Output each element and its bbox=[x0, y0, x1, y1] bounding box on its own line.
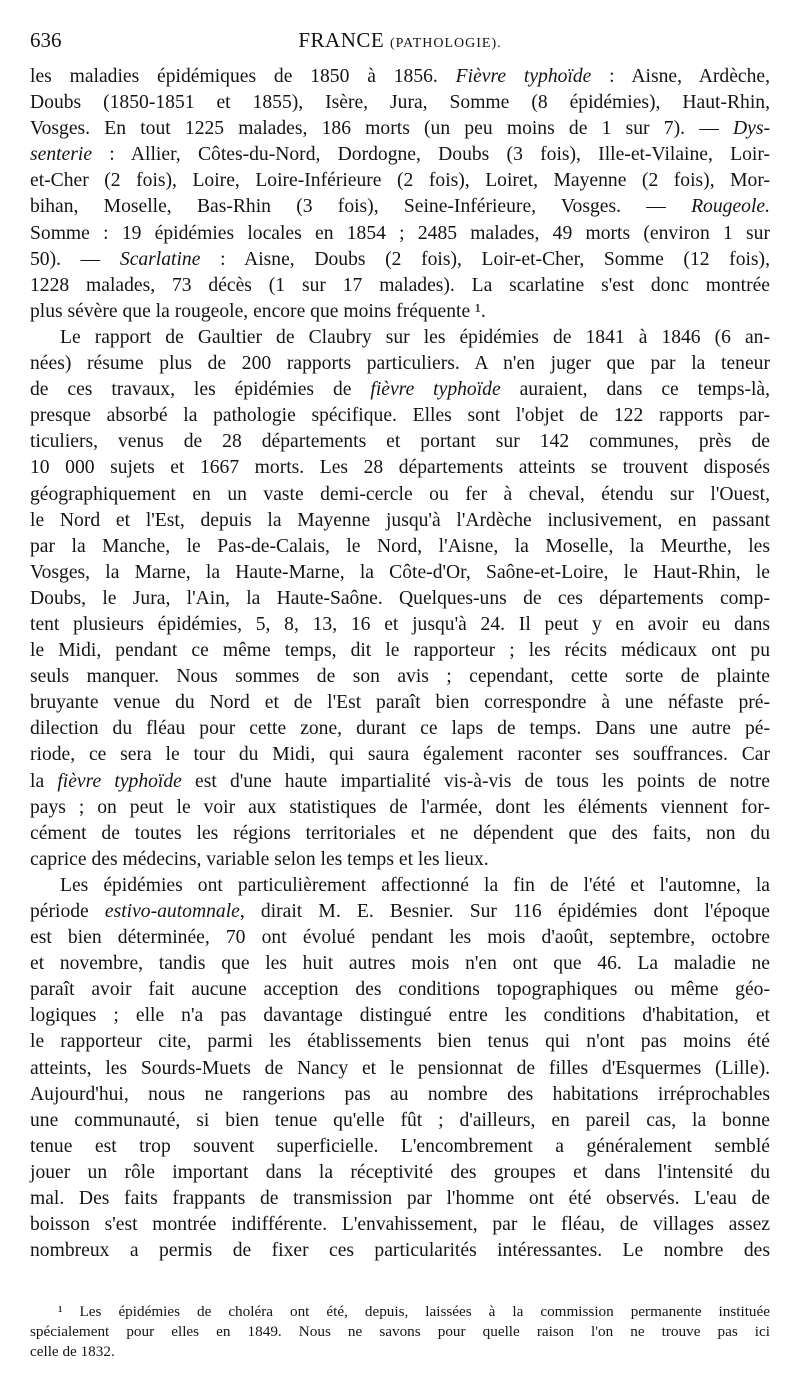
text-line-31: caprice des médecins, variable selon les temps et les lieux. bbox=[30, 848, 489, 870]
text-line-33: période estivo-automnale, dirait M. E. Besnier. Sur 116 épidémies dont l'époque bbox=[30, 901, 770, 922]
text-line-44: mal. Des faits frappants de transmission par l'homme ont été observés. L'eau de bbox=[30, 1188, 770, 1210]
footnote-line-3: celle de 1832. bbox=[30, 1343, 115, 1360]
footnote-line-2: spécialement pour elles en 1849. Nous ne savons pour quelle raison l'on ne trouve pas ici bbox=[30, 1323, 770, 1340]
text-line-21: Doubs, le Jura, l'Ain, la Haute-Saône. Quelques-uns de ces départements comp- bbox=[30, 587, 770, 609]
text-line-29: pays ; on peut le voir aux statistiques de l'armée, dont les éléments viennent for- bbox=[30, 796, 770, 818]
text-line-11: Le rapport de Gaultier de Claubry sur les épidémies de 1841 à 1846 (6 an- bbox=[60, 326, 770, 348]
text-line-20: Vosges, la Marne, la Haute-Marne, la Côte-d'Or, Saône-et-Loire, le Haut-Rhin, le bbox=[30, 561, 770, 583]
text-line-24: seuls manquer. Nous sommes de son avis ; cependant, cette sorte de plainte bbox=[30, 666, 770, 688]
text-line-39: atteints, les Sourds-Muets de Nancy et le pensionnat de filles d'Esquermes (Lille). bbox=[30, 1057, 770, 1079]
text-line-13: de ces travaux, les épidémies de fièvre typhoïde auraient, dans ce temps-là, bbox=[30, 379, 771, 401]
footnote-line-1: ¹ Les épidémies de choléra ont été, depuis, laissées à la commission permanente instituée bbox=[58, 1303, 770, 1320]
text-line-42: tenue est trop souvent superficielle. L'encombrement a généralement semblé bbox=[30, 1135, 770, 1157]
text-line-4: senterie : Allier, Côtes-du-Nord, Dordogne, Doubs (3 fois), Ille-et-Vilaine, Loir- bbox=[30, 144, 770, 166]
text-line-37: logiques ; elle n'a pas davantage distingué entre les conditions d'habitation, et bbox=[30, 1005, 770, 1027]
text-line-3: Vosges. En tout 1225 malades, 186 morts (un peu moins de 1 sur 7). — Dys- bbox=[30, 118, 770, 140]
footnotes bbox=[30, 1302, 770, 1362]
text-line-45: boisson s'est montrée indifférente. L'envahissement, par le fléau, de villages assez bbox=[30, 1214, 770, 1236]
text-line-23: le Midi, pendant ce même temps, dit le rapporteur ; les récits médicaux ont pu bbox=[30, 640, 770, 662]
text-line-30: cément de toutes les régions territoriales et ne dépendent que des faits, non du bbox=[30, 822, 770, 844]
text-line-28: la fièvre typhoïde est d'une haute impartialité vis-à-vis de tous les points de notre bbox=[30, 770, 770, 792]
text-line-43: jouer un rôle important dans la réceptivité des groupes et dans l'intensité du bbox=[30, 1161, 770, 1183]
text-line-15: ticuliers, venus de 28 départements et portant sur 142 communes, près de bbox=[30, 431, 770, 453]
text-line-36: paraît avoir fait aucune acception des conditions topographiques ou même géo- bbox=[30, 979, 770, 1001]
text-line-14: presque absorbé la pathologie spécifique. Elles sont l'objet de 122 rapports par- bbox=[30, 405, 770, 427]
text-line-27: riode, ce sera le tour du Midi, qui saura également raconter ses souffrances. Car bbox=[30, 744, 770, 766]
text-line-38: le rapporteur cite, parmi les établissements bien tenus qui n'ont pas moins été bbox=[30, 1031, 770, 1053]
text-line-16: 10 000 sujets et 1667 morts. Les 28 départements atteints se trouvent disposés bbox=[30, 457, 770, 479]
text-line-40: Aujourd'hui, nous ne rangerions pas au nombre des habitations irréprochables bbox=[30, 1083, 770, 1105]
text-line-26: dilection du fléau pour cette zone, durant ce laps de temps. Dans une autre pé- bbox=[30, 718, 770, 740]
text-line-19: par la Manche, le Pas-de-Calais, le Nord, l'Aisne, la Moselle, la Meurthe, les bbox=[30, 535, 770, 557]
text-line-10: plus sévère que la rougeole, encore que moins fréquente ¹. bbox=[30, 300, 486, 322]
text-line-17: géographiquement en un vaste demi-cercle ou fer à cheval, étendu sur l'Ouest, bbox=[30, 483, 770, 505]
page-header bbox=[30, 28, 770, 58]
text-line-6: bihan, Moselle, Bas-Rhin (3 fois), Seine-Inférieure, Vosges. — Rougeole. bbox=[30, 196, 770, 218]
text-line-34: est bien déterminée, 70 ont évolué pendant les mois d'août, septembre, octobre bbox=[30, 927, 770, 949]
running-title-main: FRANCE bbox=[298, 28, 385, 52]
text-line-25: bruyante venue du Nord et de l'Est paraît bien correspondre à une néfaste pré- bbox=[30, 692, 770, 714]
text-line-32: Les épidémies ont particulièrement affectionné la fin de l'été et l'automne, la bbox=[60, 874, 770, 896]
page-number: 636 bbox=[30, 28, 62, 52]
running-title-sub: (PATHOLOGIE). bbox=[389, 36, 502, 51]
text-line-9: 1228 malades, 73 décès (1 sur 17 malades). La scarlatine s'est donc montrée bbox=[30, 274, 770, 296]
text-line-2: Doubs (1850-1851 et 1855), Isère, Jura, Somme (8 épidémies), Haut-Rhin, bbox=[30, 92, 770, 114]
text-line-35: et novembre, tandis que les huit autres mois n'en ont que 46. La maladie ne bbox=[30, 953, 770, 975]
text-line-18: le Nord et l'Est, depuis la Mayenne jusqu'à l'Ardèche inclusivement, en passant bbox=[30, 509, 770, 531]
text-line-1: les maladies épidémiques de 1850 à 1856. Fièvre typhoïde : Aisne, Ardèche, bbox=[30, 66, 770, 87]
text-line-46: nombreux a permis de fixer ces particularités intéressantes. Le nombre des bbox=[30, 1240, 770, 1262]
running-title bbox=[30, 28, 770, 53]
text-line-22: tent plusieurs épidémies, 5, 8, 13, 16 et jusqu'à 24. Il peut y en avoir eu dans bbox=[30, 613, 770, 635]
text-line-5: et-Cher (2 fois), Loire, Loire-Inférieure (2 fois), Loiret, Mayenne (2 fois), Mor- bbox=[30, 170, 770, 192]
body-text bbox=[30, 64, 770, 1264]
text-line-41: une communauté, si bien tenue qu'elle fût ; d'ailleurs, en pareil cas, la bonne bbox=[30, 1109, 770, 1131]
text-line-8: 50). — Scarlatine : Aisne, Doubs (2 fois), Loir-et-Cher, Somme (12 fois), bbox=[30, 248, 770, 270]
text-line-12: nées) résume plus de 200 rapports particuliers. A n'en juger que par la teneur bbox=[30, 353, 770, 375]
text-line-7: Somme : 19 épidémies locales en 1854 ; 2485 malades, 49 morts (environ 1 sur bbox=[30, 222, 770, 244]
